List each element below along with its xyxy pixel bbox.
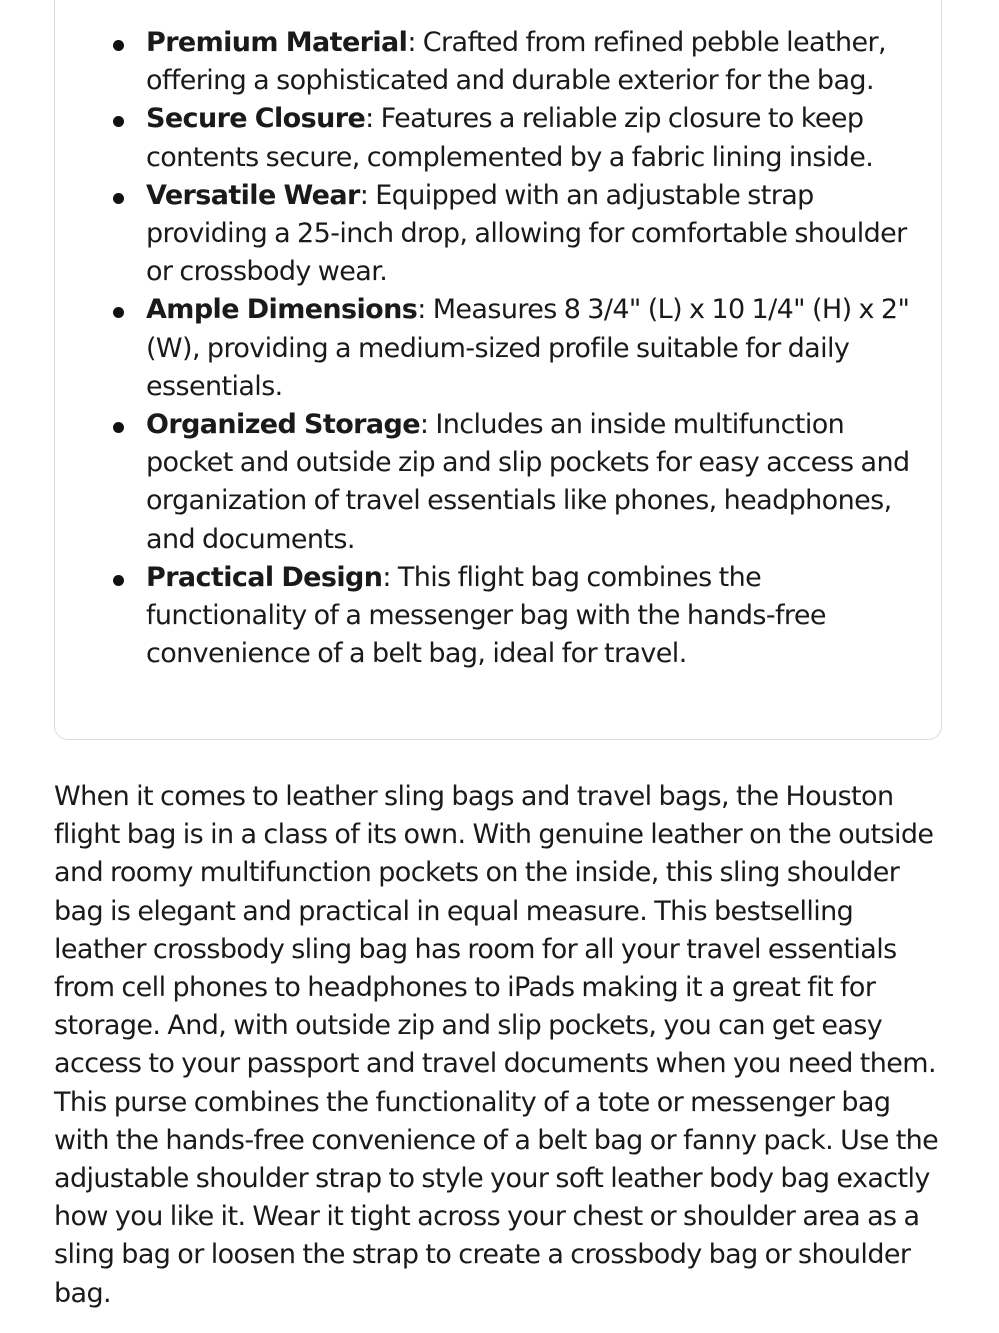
feature-text: : Measures 8 3/4" (L) x 10 1/4" (H) x 2" (W), providing a medium-sized profile suitable for daily essentials. (146, 294, 910, 402)
bullet-dot (113, 422, 124, 433)
feature-title: Versatile Wear (146, 179, 360, 211)
bullet-dot (113, 193, 124, 204)
feature-item-secure-closure (92, 100, 912, 176)
bullet-dot (113, 116, 124, 127)
feature-text: : Equipped with an adjustable strap providing a 25-inch drop, allowing for comfortable shoulder or crossbody wear. (146, 179, 907, 288)
product-description: When it comes to leather sling bags and travel bags, the Houston flight bag is in a class of its own. With genuine leather on the outside and roomy multifunction pockets on the inside, this sling shoulder bag is elegant and practical in equal measure. This bestselling leather crossbody sling bag has room for all your travel essentials from cell phones to headphones to iPads making it a great fit for storage. And, with outside zip and slip pockets, you can get easy access to your passport and travel documents when you need them. This purse combines the functionality of a tote or messenger bag with the hands-free convenience of a belt bag or fanny pack. Use the adjustable shoulder strap to style your soft leather body bag exactly how you like it. Wear it tight across your chest or shoulder area as a sling bag or loosen the strap to create a crossbody bag or shoulder bag. (54, 781, 939, 1309)
feature-title: Secure Closure (146, 103, 366, 135)
feature-title: Premium Material (146, 27, 408, 58)
feature-list (92, 24, 912, 673)
feature-text: : This flight bag combines the functionality of a messenger bag with the hands-free convenience of a belt bag, ideal for travel. (146, 561, 826, 670)
feature-text: : Features a reliable zip closure to keep contents secure, complemented by a fabric lining inside. (146, 103, 874, 173)
bullet-dot (113, 575, 124, 586)
feature-text: : Crafted from refined pebble leather, offering a sophisticated and durable exterior for the bag. (146, 27, 887, 97)
feature-title: Practical Design (146, 561, 383, 593)
feature-item-organized-storage (92, 406, 912, 559)
feature-item-versatile-wear (92, 177, 912, 292)
feature-item-premium-material (92, 24, 912, 100)
feature-item-ample-dimensions (92, 291, 912, 406)
feature-item-practical-design (92, 559, 912, 674)
feature-title: Ample Dimensions (146, 294, 418, 326)
bullet-dot (113, 307, 124, 318)
bullet-dot (113, 40, 124, 51)
feature-title: Organized Storage (146, 409, 420, 441)
feature-text: : Includes an inside multifunction pocket and outside zip and slip pockets for easy access and organization of travel essentials like phones, headphones, and documents. (146, 409, 910, 555)
